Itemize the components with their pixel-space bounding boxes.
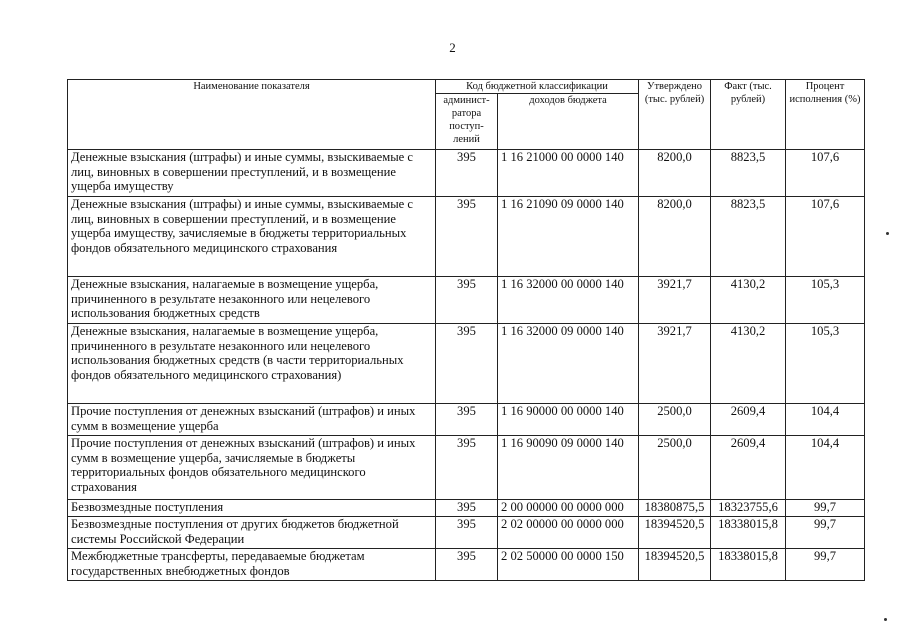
row-approved: 18394520,5 bbox=[639, 549, 711, 581]
row-code: 1 16 32000 09 0000 140 bbox=[498, 324, 639, 404]
row-admin: 395 bbox=[436, 404, 498, 436]
row-percent: 105,3 bbox=[786, 324, 865, 404]
row-code: 2 00 00000 00 0000 000 bbox=[498, 500, 639, 517]
row-percent: 99,7 bbox=[786, 549, 865, 581]
row-approved: 3921,7 bbox=[639, 324, 711, 404]
row-name: Межбюджетные трансферты, передаваемые бюджетам государственных внебюджетных фондов bbox=[68, 549, 436, 581]
table-row bbox=[68, 549, 865, 581]
table-body bbox=[68, 150, 865, 581]
header-approved: Утверждено (тыс. рублей) bbox=[639, 80, 711, 150]
row-percent: 105,3 bbox=[786, 277, 865, 324]
row-name: Прочие поступления от денежных взысканий (штрафов) и иных сумм в возмещение ущерба bbox=[68, 404, 436, 436]
row-approved: 18380875,5 bbox=[639, 500, 711, 517]
row-fact: 18323755,6 bbox=[711, 500, 786, 517]
row-approved: 2500,0 bbox=[639, 436, 711, 500]
page-number: 2 bbox=[449, 40, 456, 55]
table-row bbox=[68, 500, 865, 517]
table-row bbox=[68, 404, 865, 436]
row-fact: 8823,5 bbox=[711, 197, 786, 277]
header-administrator: админист-ратора поступ-лений bbox=[436, 94, 498, 150]
row-fact: 18338015,8 bbox=[711, 549, 786, 581]
table-row bbox=[68, 517, 865, 549]
header-budget-code: Код бюджетной классификации bbox=[436, 80, 639, 94]
header-revenue: доходов бюджета bbox=[498, 94, 639, 150]
row-name: Денежные взыскания (штрафы) и иные суммы, взыскиваемые с лиц, виновных в совершении преступлений, и в возмещение ущерба имуществу bbox=[68, 150, 436, 197]
row-fact: 4130,2 bbox=[711, 324, 786, 404]
row-code: 1 16 32000 00 0000 140 bbox=[498, 277, 639, 324]
row-percent: 104,4 bbox=[786, 436, 865, 500]
row-percent: 99,7 bbox=[786, 500, 865, 517]
table-row bbox=[68, 324, 865, 404]
row-name: Денежные взыскания (штрафы) и иные суммы, взыскиваемые с лиц, виновных в совершении преступлений, и в возмещение ущерба имуществу, зачисляемые в бюджеты территориальных фондов обязательного медицинского страхования bbox=[68, 197, 436, 277]
table-row bbox=[68, 277, 865, 324]
table-row bbox=[68, 150, 865, 197]
row-code: 1 16 90000 00 0000 140 bbox=[498, 404, 639, 436]
row-fact: 2609,4 bbox=[711, 404, 786, 436]
row-name: Безвозмездные поступления от других бюджетов бюджетной системы Российской Федерации bbox=[68, 517, 436, 549]
row-admin: 395 bbox=[436, 549, 498, 581]
row-percent: 99,7 bbox=[786, 517, 865, 549]
row-admin: 395 bbox=[436, 517, 498, 549]
row-code: 1 16 21090 09 0000 140 bbox=[498, 197, 639, 277]
row-fact: 4130,2 bbox=[711, 277, 786, 324]
row-name: Прочие поступления от денежных взысканий (штрафов) и иных сумм в возмещение ущерба, зачисляемые в бюджеты территориальных фондов обязательного медицинского страхования bbox=[68, 436, 436, 500]
row-approved: 2500,0 bbox=[639, 404, 711, 436]
row-approved: 18394520,5 bbox=[639, 517, 711, 549]
row-approved: 8200,0 bbox=[639, 150, 711, 197]
header-percent: Процент исполнения (%) bbox=[786, 80, 865, 150]
header-fact: Факт (тыс. рублей) bbox=[711, 80, 786, 150]
row-percent: 107,6 bbox=[786, 150, 865, 197]
row-code: 2 02 50000 00 0000 150 bbox=[498, 549, 639, 581]
scan-speck bbox=[886, 232, 889, 235]
row-admin: 395 bbox=[436, 277, 498, 324]
row-admin: 395 bbox=[436, 324, 498, 404]
table-row bbox=[68, 436, 865, 500]
row-name: Денежные взыскания, налагаемые в возмещение ущерба, причиненного в результате незаконного или нецелевого использования бюджетных средств bbox=[68, 277, 436, 324]
scan-speck bbox=[884, 618, 887, 621]
row-fact: 2609,4 bbox=[711, 436, 786, 500]
row-code: 1 16 21000 00 0000 140 bbox=[498, 150, 639, 197]
header-name: Наименование показателя bbox=[68, 80, 436, 150]
row-percent: 104,4 bbox=[786, 404, 865, 436]
row-fact: 8823,5 bbox=[711, 150, 786, 197]
row-admin: 395 bbox=[436, 197, 498, 277]
row-approved: 8200,0 bbox=[639, 197, 711, 277]
row-code: 2 02 00000 00 0000 000 bbox=[498, 517, 639, 549]
budget-table bbox=[67, 79, 865, 581]
row-fact: 18338015,8 bbox=[711, 517, 786, 549]
row-admin: 395 bbox=[436, 150, 498, 197]
table-header bbox=[68, 80, 865, 150]
row-admin: 395 bbox=[436, 436, 498, 500]
table-row bbox=[68, 197, 865, 277]
row-admin: 395 bbox=[436, 500, 498, 517]
row-name: Денежные взыскания, налагаемые в возмещение ущерба, причиненного в результате незаконного или нецелевого использования бюджетных средств (в части территориальных фондов обязательного медицинского страхования) bbox=[68, 324, 436, 404]
row-code: 1 16 90090 09 0000 140 bbox=[498, 436, 639, 500]
row-approved: 3921,7 bbox=[639, 277, 711, 324]
row-name: Безвозмездные поступления bbox=[68, 500, 436, 517]
row-percent: 107,6 bbox=[786, 197, 865, 277]
